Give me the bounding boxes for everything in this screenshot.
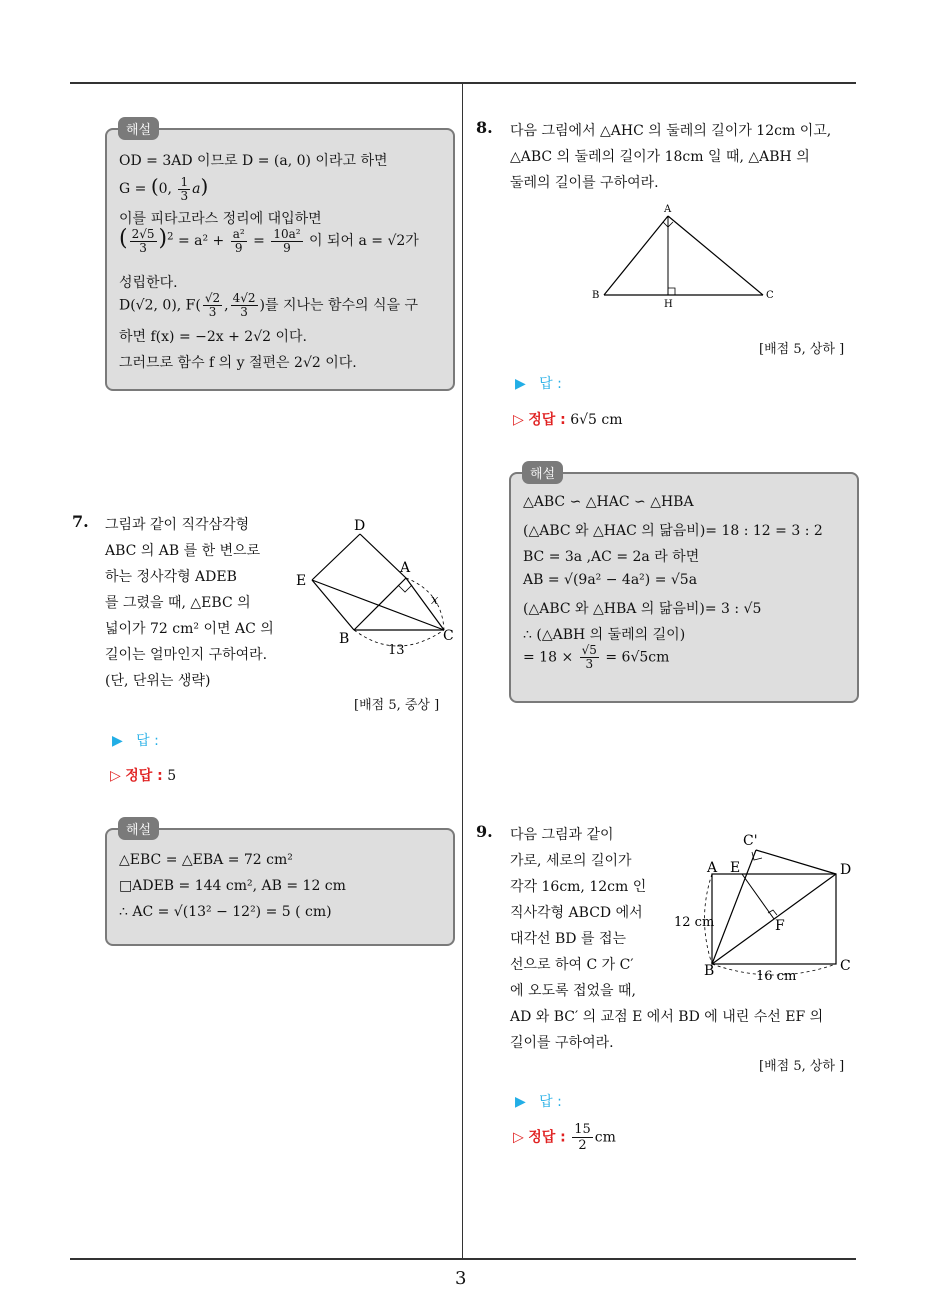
top-rule (70, 82, 856, 84)
q9-number: 9. (476, 822, 493, 841)
q9-answer-input[interactable]: ▶ 답 : (515, 1094, 562, 1110)
q8-meta: [배점 5, 상하 ] (759, 342, 845, 357)
q7-label-13: 13 (388, 643, 405, 658)
q8-figure (588, 200, 788, 312)
q7-label-B: B (339, 631, 350, 647)
q9-figure (672, 826, 862, 986)
q7-label-E: E (296, 573, 307, 589)
outline-triangle-icon: ▷ (110, 768, 121, 784)
sol6-line7: 하면 f(x) = −2x + 2√2 이다. (119, 329, 307, 345)
q9-label-C: C (840, 958, 851, 974)
solution-tag-7: 해설 (118, 817, 159, 840)
q9-correct-answer: ▷ 정답 : $\frac{15}{2}$ cm (513, 1122, 616, 1153)
q7-figure (292, 512, 462, 662)
bottom-rule (70, 1258, 856, 1260)
solution-tag-6: 해설 (118, 117, 159, 140)
solution-tag-8: 해설 (522, 461, 563, 484)
play-triangle-icon: ▶ (515, 376, 526, 392)
q8-label-H: H (664, 299, 673, 310)
solution-box-8: △ABC ∽ △HAC ∽ △HBA (△ABC 와 △HAC 의 닮음비)= 18 : 12 = 3 : 2 BC = 3a ,AC = 2a 라 하면 AB = √(9a² − 4a²) = √5a (△ABC 와 △HBA 의 닮음비)= 3 : √5 ∴ (△ABH 의 둘레의 길이) = 18 × $\frac{√5}{3}$ = 6√5cm (509, 472, 859, 703)
q9-label-F: F (775, 918, 785, 934)
column-divider (462, 84, 463, 1258)
q9-label-D: D (840, 862, 852, 878)
sol6-line6: D(√2, 0), F( $\frac{√2}{3}$ , $\frac{4√2}{3}$ )를 지나는 함수의 식을 구 (119, 291, 419, 319)
q8-number: 8. (476, 118, 493, 137)
q7-label-A: A (400, 560, 411, 576)
sol6-line2: G = (0, $\frac{1}{3}$ a) (119, 174, 209, 203)
sol6-line4: ( $\frac{2√5}{3}$ )$^2$ = a² + $\frac{\text{a²}}{9}$ = $\frac{\text{10a²}}{9}$ 이 되어 a = √2가 (119, 226, 419, 255)
q7-label-C: C (443, 628, 454, 644)
q8-label-C: C (766, 290, 774, 301)
q9-label-E: E (730, 860, 741, 876)
sol6-line3: 이를 피타고라스 정리에 대입하면 (119, 211, 322, 227)
outline-triangle-icon: ▷ (513, 1129, 524, 1146)
solution-box-7: △EBC = △EBA = 72 cm² □ADEB = 144 cm², AB = 12 cm ∴ AC = √(13² − 12²) = 5 ( cm) (105, 828, 455, 946)
solution-box-6 (105, 128, 455, 391)
sol6-line1: OD = 3AD 이므로 D = (a, 0) 이라고 하면 (119, 153, 388, 169)
q9-label-Cprime: C' (743, 833, 758, 849)
q7-number: 7. (72, 512, 89, 531)
play-triangle-icon: ▶ (112, 733, 123, 749)
q7-label-D: D (354, 518, 366, 534)
q9-label-16cm: 16 cm (756, 969, 797, 984)
sol6-line5: 성립한다. (119, 275, 178, 291)
page-number: 3 (455, 1268, 467, 1289)
play-triangle-icon: ▶ (515, 1094, 526, 1110)
outline-triangle-icon: ▷ (513, 412, 524, 428)
sol6-line8: 그러므로 함수 f 의 y 절편은 2√2 이다. (119, 355, 357, 371)
q8-correct-answer: ▷ 정답 : 6√5 cm (513, 412, 623, 428)
q9-label-12cm: 12 cm (674, 915, 715, 930)
q8-label-A: A (664, 204, 672, 215)
q9-label-A: A (707, 860, 718, 876)
q7-answer-input[interactable]: ▶ 답 : (112, 733, 159, 749)
q7-correct-answer: ▷ 정답 : 5 (110, 768, 177, 784)
q7-meta: [배점 5, 중상 ] (354, 698, 440, 713)
q8-answer-input[interactable]: ▶ 답 : (515, 376, 562, 392)
q9-label-B: B (704, 963, 715, 979)
q9-meta: [배점 5, 상하 ] (759, 1059, 845, 1074)
q8-label-B: B (592, 290, 600, 301)
q7-label-x: x (431, 593, 439, 608)
